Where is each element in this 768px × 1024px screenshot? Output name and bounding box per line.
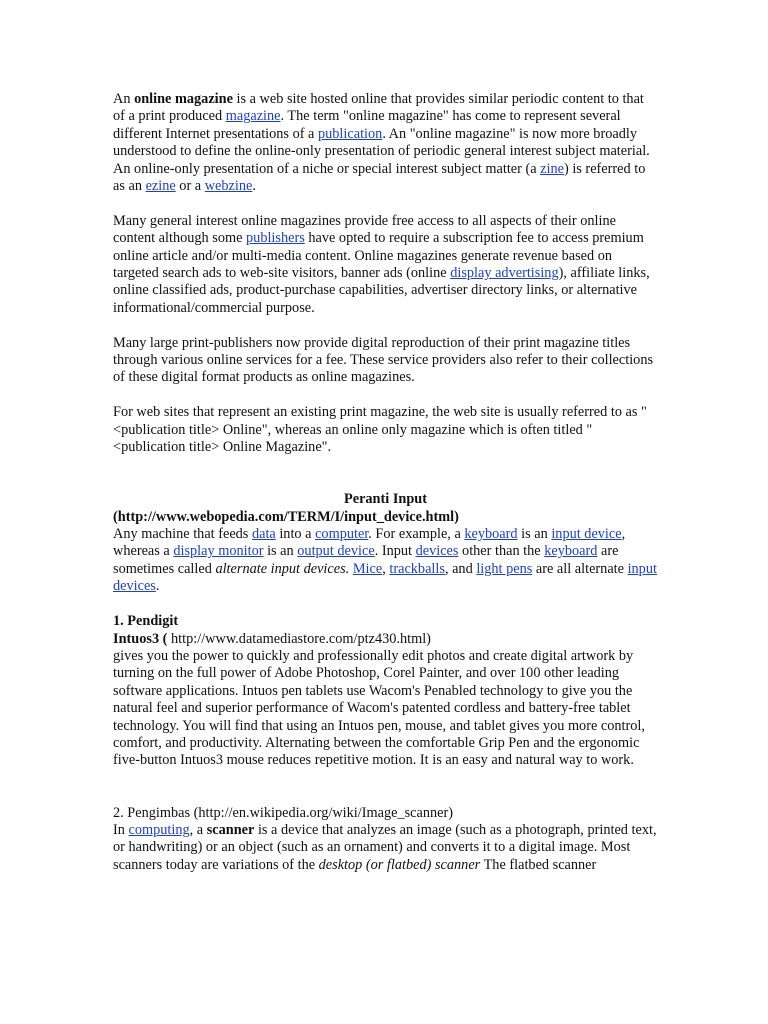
item2-heading: 2. Pengimbas (http://en.wikipedia.org/wiki/Image_scanner) xyxy=(113,804,454,821)
link-publication[interactable]: publication xyxy=(317,125,383,142)
text: In xyxy=(113,821,129,838)
item1-body: gives you the power to quickly and professionally edit photos and create digital artwork by turning on the full power of Adobe Photoshop, Corel Painter, and over 100 other leading software applications. Intuos pen tablets use Wacom's Penabled technology to give you the natural feel and superior performance of Wacom's patented cordless and battery-free tablet technology. You will find that using an Intuos pen, mouse, and tablet gives you more control, comfort, and productivity. Alternating between the comfortable Grip Pen and the ergonomic five-button Intuos3 mouse reduces repetitive motion. It is an easy and natural way to work. xyxy=(113,647,645,769)
text: Many general interest online magazines provide free access to all aspects of their online content although some xyxy=(113,212,616,247)
term-desktop-flatbed-scanner: desktop (or flatbed) scanner xyxy=(318,856,481,873)
link-webzine[interactable]: webzine xyxy=(204,178,253,195)
spacer xyxy=(113,474,658,491)
link-data[interactable]: data xyxy=(251,526,276,543)
term-alternate-input-devices: alternate input devices. xyxy=(215,560,350,577)
section-title: Peranti Input xyxy=(343,491,427,508)
spacer xyxy=(113,787,658,804)
text: are sometimes called xyxy=(113,543,619,577)
text: An xyxy=(113,91,135,107)
text: is an xyxy=(263,543,298,560)
text: The flatbed scanner xyxy=(480,856,597,873)
text: is an xyxy=(517,526,552,543)
link-ezine[interactable]: ezine xyxy=(145,178,176,195)
text: , a xyxy=(189,821,207,838)
section-url: (http://www.webopedia.com/TERM/I/input_device.html) xyxy=(113,508,459,525)
paragraph-free-access xyxy=(113,213,658,317)
text: , and xyxy=(444,560,477,577)
text: ), affiliate links, online classified ads, product-purchase capabilities, advertiser directory links, or alternative informational/commercial purpose. xyxy=(113,265,650,316)
text: . An "online magazine" is now more broadly understood to define the online-only presentation of periodic general interest subject material. An online-only presentation of a niche or special interest subject matter (a xyxy=(113,125,650,177)
item1-product-line xyxy=(113,631,658,648)
text: . xyxy=(252,178,256,195)
text: Any machine that feeds xyxy=(113,526,252,543)
link-devices[interactable]: devices xyxy=(415,543,459,560)
link-computing[interactable]: computing xyxy=(128,821,190,838)
text: have opted to require a subscription fee to access premium online article and/or multi-media content. Online magazines generate revenue based on targeted search ads to web-site visitors, banner ads (online xyxy=(113,230,644,282)
item1-product-name: Intuos3 ( xyxy=(113,630,168,647)
text: , xyxy=(382,560,390,577)
term-scanner: scanner xyxy=(206,821,255,838)
link-input-device[interactable]: input device xyxy=(551,526,622,543)
link-computer[interactable]: computer xyxy=(315,526,369,543)
link-display-advertising[interactable]: display advertising xyxy=(450,265,559,282)
text: other than the xyxy=(458,543,545,560)
item2-body xyxy=(113,822,658,874)
link-publishers[interactable]: publishers xyxy=(246,230,305,247)
link-magazine[interactable]: magazine xyxy=(225,108,281,125)
paragraph-online-magazine-intro xyxy=(113,91,658,195)
paragraph-web-sites: For web sites that represent an existing print magazine, the web site is usually referred to as "<publication title> Online", whereas an online only magazine which is often titled "<publication title> Online Magazine". xyxy=(113,404,647,456)
text: is a web site hosted online that provides similar periodic content to that of a print produced xyxy=(113,91,644,125)
text: into a xyxy=(275,526,316,543)
link-trackballs[interactable]: trackballs xyxy=(389,560,445,577)
item1-product-url: http://www.datamediastore.com/ptz430.html) xyxy=(167,630,431,647)
link-keyboard-2[interactable]: keyboard xyxy=(544,543,598,560)
text: are all alternate xyxy=(532,560,628,577)
item1-heading: 1. Pendigit xyxy=(113,613,179,630)
text: is a device that analyzes an image (such as a photograph, printed text, or handwriting) or an object (such as an ornament) and converts it to a digital image. Most scanners today are variations of the xyxy=(113,821,657,873)
paragraph-print-publishers: Many large print-publishers now provide digital reproduction of their print magazine titles through various online services for a fee. These service providers also refer to their collections of these digital format products as online magazines. xyxy=(113,334,654,386)
text: . The term "online magazine" has come to represent several different Internet presentations of a xyxy=(113,108,621,142)
text: . xyxy=(155,578,160,595)
link-light-pens[interactable]: light pens xyxy=(476,560,533,577)
link-mice[interactable]: Mice xyxy=(352,560,383,577)
link-zine[interactable]: zine xyxy=(540,160,564,177)
term-online-magazine: online magazine xyxy=(134,91,233,107)
link-keyboard[interactable]: keyboard xyxy=(464,526,518,543)
text: ) is referred to as an xyxy=(113,160,646,195)
text: or a xyxy=(175,178,205,195)
text: , whereas a xyxy=(113,526,626,560)
link-output-device[interactable]: output device xyxy=(297,543,375,560)
paragraph-input-device-definition xyxy=(113,526,658,596)
link-display-monitor[interactable]: display monitor xyxy=(173,543,264,560)
text: . Input xyxy=(374,543,416,560)
text: . For example, a xyxy=(368,526,465,543)
link-input-devices[interactable]: input devices xyxy=(113,560,657,595)
document-page xyxy=(113,91,658,874)
